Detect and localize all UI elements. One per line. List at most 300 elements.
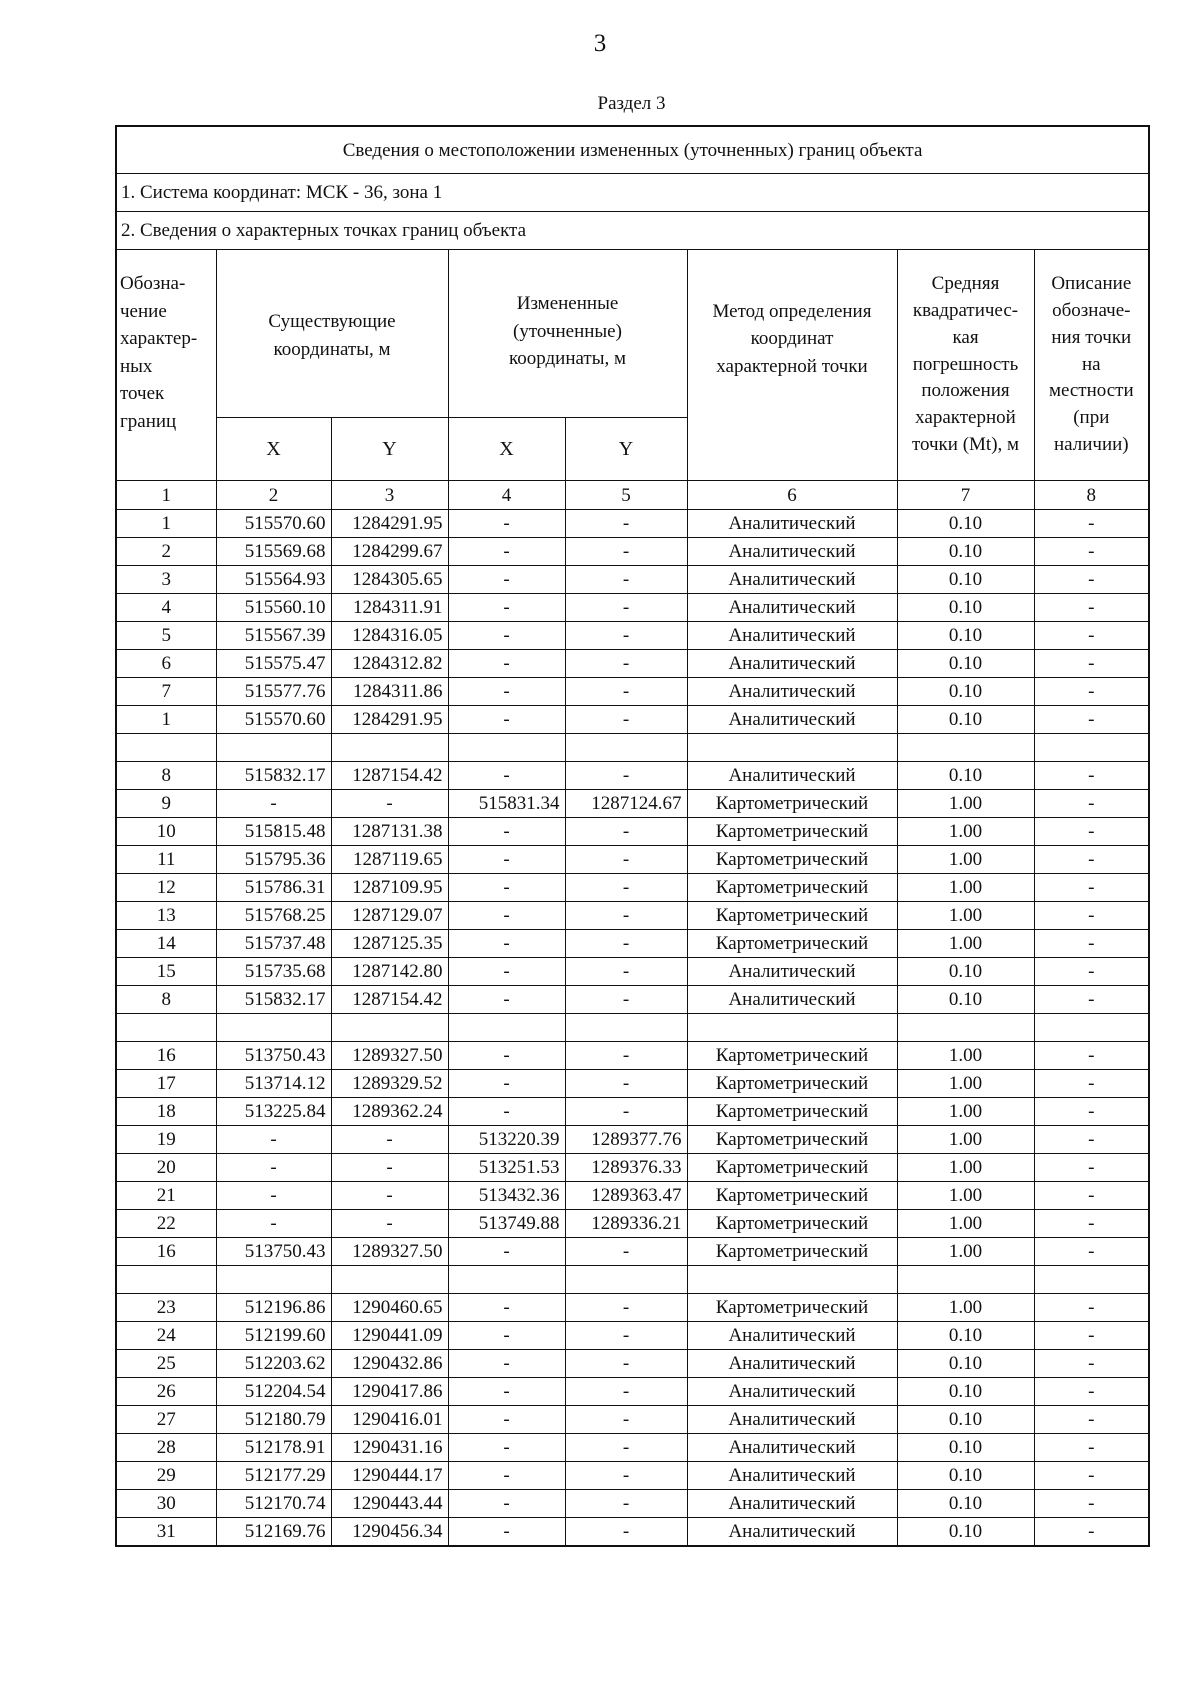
cell-existing-x: 515575.47 <box>216 650 331 678</box>
cell-description: - <box>1034 1126 1149 1154</box>
cell-changed-y: - <box>565 902 687 930</box>
table-row <box>116 1350 1149 1378</box>
cell-point-id: 9 <box>116 790 216 818</box>
cell-existing-y: 1287109.95 <box>331 874 448 902</box>
cell-mean-error: 1.00 <box>897 1070 1034 1098</box>
cell-mean-error: 1.00 <box>897 874 1034 902</box>
cell-existing-y: 1290444.17 <box>331 1462 448 1490</box>
cell-existing-y: 1284311.91 <box>331 594 448 622</box>
table-row <box>116 874 1149 902</box>
cell-point-id: 8 <box>116 986 216 1014</box>
cell-method: Аналитический <box>687 1462 897 1490</box>
cell-existing-y: - <box>331 1182 448 1210</box>
table-row <box>116 1070 1149 1098</box>
cell-existing-x: 515795.36 <box>216 846 331 874</box>
cell-method: Картометрический <box>687 1154 897 1182</box>
table-row <box>116 1434 1149 1462</box>
cell-existing-x <box>216 1014 331 1042</box>
cell-description: - <box>1034 1350 1149 1378</box>
cell-changed-x: - <box>448 1462 565 1490</box>
cell-existing-y: 1290417.86 <box>331 1378 448 1406</box>
cell-method: Аналитический <box>687 1322 897 1350</box>
header-method: Метод определения координат характерной точки <box>687 250 897 481</box>
cell-changed-y: - <box>565 1518 687 1547</box>
column-number: 2 <box>216 481 331 510</box>
cell-method: Аналитический <box>687 1518 897 1547</box>
cell-point-id: 10 <box>116 818 216 846</box>
cell-changed-x: - <box>448 622 565 650</box>
table-row <box>116 1462 1149 1490</box>
cell-changed-x: - <box>448 874 565 902</box>
cell-mean-error <box>897 1266 1034 1294</box>
cell-description: - <box>1034 1098 1149 1126</box>
cell-changed-x: - <box>448 930 565 958</box>
cell-existing-y: 1290456.34 <box>331 1518 448 1547</box>
cell-description: - <box>1034 538 1149 566</box>
cell-existing-y: 1290441.09 <box>331 1322 448 1350</box>
cell-changed-y: - <box>565 538 687 566</box>
cell-mean-error: 1.00 <box>897 1294 1034 1322</box>
table-row <box>116 538 1149 566</box>
cell-existing-y: 1287129.07 <box>331 902 448 930</box>
cell-mean-error: 0.10 <box>897 1350 1034 1378</box>
cell-changed-x: - <box>448 678 565 706</box>
cell-description <box>1034 734 1149 762</box>
cell-mean-error: 1.00 <box>897 1154 1034 1182</box>
cell-changed-x: - <box>448 1406 565 1434</box>
table-row <box>116 1182 1149 1210</box>
cell-mean-error: 1.00 <box>897 1098 1034 1126</box>
cell-changed-y: - <box>565 622 687 650</box>
cell-point-id <box>116 1014 216 1042</box>
cell-changed-y: - <box>565 1098 687 1126</box>
cell-point-id: 2 <box>116 538 216 566</box>
cell-existing-y: 1289362.24 <box>331 1098 448 1126</box>
cell-existing-y <box>331 1014 448 1042</box>
cell-description: - <box>1034 1238 1149 1266</box>
cell-description: - <box>1034 790 1149 818</box>
table-row <box>116 1210 1149 1238</box>
cell-existing-x <box>216 1266 331 1294</box>
cell-point-id: 3 <box>116 566 216 594</box>
cell-changed-y: - <box>565 1350 687 1378</box>
cell-existing-y: 1289329.52 <box>331 1070 448 1098</box>
table-row <box>116 1322 1149 1350</box>
table-row <box>116 566 1149 594</box>
cell-point-id: 6 <box>116 650 216 678</box>
table-row <box>116 650 1149 678</box>
cell-method: Аналитический <box>687 706 897 734</box>
cell-method: Картометрический <box>687 1182 897 1210</box>
cell-method: Аналитический <box>687 650 897 678</box>
cell-mean-error: 0.10 <box>897 566 1034 594</box>
column-number: 8 <box>1034 481 1149 510</box>
cell-description <box>1034 1266 1149 1294</box>
cell-mean-error: 0.10 <box>897 1462 1034 1490</box>
cell-changed-x: - <box>448 846 565 874</box>
cell-description: - <box>1034 1462 1149 1490</box>
header-description: Описание обозначе- ния точки на местности (при наличии) <box>1034 250 1149 481</box>
cell-changed-y: 1289377.76 <box>565 1126 687 1154</box>
cell-existing-y: - <box>331 790 448 818</box>
cell-existing-x: 515786.31 <box>216 874 331 902</box>
column-number: 7 <box>897 481 1034 510</box>
table-row <box>116 930 1149 958</box>
cell-changed-y <box>565 1014 687 1042</box>
cell-mean-error: 1.00 <box>897 930 1034 958</box>
cell-existing-x: 515577.76 <box>216 678 331 706</box>
cell-changed-x: - <box>448 1294 565 1322</box>
cell-changed-x: 513749.88 <box>448 1210 565 1238</box>
cell-mean-error: 0.10 <box>897 1490 1034 1518</box>
header-changed-coordinates: Измененные (уточненные) координаты, м <box>448 250 687 418</box>
cell-mean-error: 0.10 <box>897 1378 1034 1406</box>
cell-mean-error: 1.00 <box>897 1042 1034 1070</box>
cell-description: - <box>1034 874 1149 902</box>
cell-method: Картометрический <box>687 1042 897 1070</box>
cell-existing-x: 512199.60 <box>216 1322 331 1350</box>
table-row <box>116 1098 1149 1126</box>
cell-existing-x: 515735.68 <box>216 958 331 986</box>
cell-description: - <box>1034 846 1149 874</box>
cell-mean-error: 1.00 <box>897 1126 1034 1154</box>
cell-mean-error: 1.00 <box>897 818 1034 846</box>
cell-point-id: 22 <box>116 1210 216 1238</box>
cell-changed-y: - <box>565 706 687 734</box>
table-row <box>116 1266 1149 1294</box>
boundary-points-table <box>115 125 1150 1547</box>
cell-mean-error: 0.10 <box>897 958 1034 986</box>
cell-changed-x: - <box>448 1238 565 1266</box>
cell-existing-y: 1284291.95 <box>331 510 448 538</box>
cell-method: Картометрический <box>687 1098 897 1126</box>
cell-mean-error: 0.10 <box>897 1322 1034 1350</box>
table-row <box>116 678 1149 706</box>
cell-method: Аналитический <box>687 594 897 622</box>
cell-changed-x: - <box>448 650 565 678</box>
cell-existing-y: - <box>331 1210 448 1238</box>
cell-changed-y: - <box>565 1490 687 1518</box>
cell-point-id: 27 <box>116 1406 216 1434</box>
cell-changed-y <box>565 1266 687 1294</box>
cell-existing-x: 515569.68 <box>216 538 331 566</box>
table-row <box>116 734 1149 762</box>
cell-existing-x: - <box>216 1126 331 1154</box>
cell-changed-x: - <box>448 1490 565 1518</box>
cell-changed-x: - <box>448 1070 565 1098</box>
cell-point-id: 25 <box>116 1350 216 1378</box>
cell-existing-y: - <box>331 1126 448 1154</box>
cell-changed-y: - <box>565 1462 687 1490</box>
cell-method: Аналитический <box>687 986 897 1014</box>
cell-changed-y: - <box>565 1322 687 1350</box>
cell-mean-error: 1.00 <box>897 790 1034 818</box>
cell-existing-y: 1290431.16 <box>331 1434 448 1462</box>
cell-method: Аналитический <box>687 622 897 650</box>
cell-point-id: 24 <box>116 1322 216 1350</box>
cell-description: - <box>1034 1490 1149 1518</box>
cell-changed-y: - <box>565 958 687 986</box>
cell-description: - <box>1034 1518 1149 1547</box>
cell-point-id: 18 <box>116 1098 216 1126</box>
cell-changed-y: - <box>565 930 687 958</box>
table-row <box>116 622 1149 650</box>
cell-description: - <box>1034 1294 1149 1322</box>
cell-mean-error: 1.00 <box>897 1238 1034 1266</box>
cell-method <box>687 1014 897 1042</box>
cell-changed-y: - <box>565 510 687 538</box>
cell-mean-error: 0.10 <box>897 538 1034 566</box>
cell-mean-error: 0.10 <box>897 762 1034 790</box>
cell-changed-x: - <box>448 510 565 538</box>
table-row <box>116 1406 1149 1434</box>
column-number: 5 <box>565 481 687 510</box>
cell-existing-y: 1290460.65 <box>331 1294 448 1322</box>
table-row <box>116 1042 1149 1070</box>
cell-mean-error: 0.10 <box>897 1406 1034 1434</box>
cell-changed-x: - <box>448 1042 565 1070</box>
cell-changed-x: - <box>448 566 565 594</box>
cell-changed-y: - <box>565 1434 687 1462</box>
cell-changed-x: - <box>448 762 565 790</box>
cell-description: - <box>1034 650 1149 678</box>
table-row <box>116 706 1149 734</box>
cell-existing-x: 512170.74 <box>216 1490 331 1518</box>
cell-point-id: 19 <box>116 1126 216 1154</box>
header-changed-y: Y <box>565 418 687 481</box>
cell-method: Аналитический <box>687 762 897 790</box>
table-row <box>116 1518 1149 1547</box>
table-row <box>116 762 1149 790</box>
points-header: 2. Сведения о характерных точках границ объекта <box>116 212 1149 250</box>
column-number: 1 <box>116 481 216 510</box>
table-row <box>116 1126 1149 1154</box>
cell-existing-x: 512169.76 <box>216 1518 331 1547</box>
cell-existing-y: - <box>331 1154 448 1182</box>
cell-changed-y: - <box>565 1406 687 1434</box>
cell-existing-y: 1290432.86 <box>331 1350 448 1378</box>
cell-changed-y: - <box>565 1042 687 1070</box>
cell-point-id: 12 <box>116 874 216 902</box>
section-title: Раздел 3 <box>597 93 666 114</box>
cell-mean-error: 1.00 <box>897 902 1034 930</box>
table-row <box>116 1154 1149 1182</box>
cell-existing-y: 1287131.38 <box>331 818 448 846</box>
cell-changed-y: - <box>565 1378 687 1406</box>
cell-point-id: 26 <box>116 1378 216 1406</box>
cell-method: Аналитический <box>687 510 897 538</box>
cell-point-id: 31 <box>116 1518 216 1547</box>
cell-description: - <box>1034 594 1149 622</box>
cell-method: Картометрический <box>687 1126 897 1154</box>
page-number: 3 <box>593 30 607 57</box>
cell-changed-x: 513251.53 <box>448 1154 565 1182</box>
cell-existing-y <box>331 734 448 762</box>
table-row <box>116 510 1149 538</box>
cell-method: Аналитический <box>687 1378 897 1406</box>
cell-point-id: 15 <box>116 958 216 986</box>
cell-method: Картометрический <box>687 1238 897 1266</box>
cell-method: Аналитический <box>687 1434 897 1462</box>
cell-description: - <box>1034 1322 1149 1350</box>
cell-changed-y: - <box>565 566 687 594</box>
cell-method: Картометрический <box>687 818 897 846</box>
cell-description: - <box>1034 1042 1149 1070</box>
cell-description: - <box>1034 818 1149 846</box>
cell-existing-y <box>331 1266 448 1294</box>
cell-changed-y: - <box>565 650 687 678</box>
cell-method: Картометрический <box>687 846 897 874</box>
cell-existing-y: 1290443.44 <box>331 1490 448 1518</box>
cell-changed-x <box>448 1266 565 1294</box>
cell-mean-error: 0.10 <box>897 986 1034 1014</box>
cell-changed-x: - <box>448 1322 565 1350</box>
cell-existing-x: 512178.91 <box>216 1434 331 1462</box>
table-row <box>116 594 1149 622</box>
cell-changed-x <box>448 1014 565 1042</box>
cell-existing-y: 1287154.42 <box>331 986 448 1014</box>
cell-mean-error: 0.10 <box>897 706 1034 734</box>
cell-method: Аналитический <box>687 1490 897 1518</box>
cell-existing-y: 1287142.80 <box>331 958 448 986</box>
cell-point-id: 13 <box>116 902 216 930</box>
cell-existing-y: 1284291.95 <box>331 706 448 734</box>
cell-changed-y: - <box>565 1238 687 1266</box>
cell-changed-y: - <box>565 986 687 1014</box>
cell-description: - <box>1034 678 1149 706</box>
cell-changed-x: - <box>448 1434 565 1462</box>
cell-existing-x: 515570.60 <box>216 510 331 538</box>
cell-existing-x: 513225.84 <box>216 1098 331 1126</box>
cell-method: Картометрический <box>687 874 897 902</box>
cell-method: Картометрический <box>687 1070 897 1098</box>
cell-changed-x: - <box>448 1378 565 1406</box>
cell-changed-x: - <box>448 1098 565 1126</box>
cell-changed-y: 1289363.47 <box>565 1182 687 1210</box>
cell-changed-y: - <box>565 678 687 706</box>
cell-point-id: 21 <box>116 1182 216 1210</box>
cell-mean-error: 0.10 <box>897 678 1034 706</box>
cell-mean-error: 0.10 <box>897 594 1034 622</box>
cell-existing-x: 515768.25 <box>216 902 331 930</box>
cell-description: - <box>1034 1434 1149 1462</box>
cell-existing-y: 1287119.65 <box>331 846 448 874</box>
cell-point-id <box>116 1266 216 1294</box>
cell-changed-x: - <box>448 818 565 846</box>
cell-changed-y: 1289376.33 <box>565 1154 687 1182</box>
cell-existing-x: 513750.43 <box>216 1238 331 1266</box>
cell-method <box>687 734 897 762</box>
cell-method: Аналитический <box>687 566 897 594</box>
cell-mean-error: 0.10 <box>897 1434 1034 1462</box>
cell-description: - <box>1034 1378 1149 1406</box>
cell-changed-y: - <box>565 874 687 902</box>
cell-existing-x: - <box>216 1154 331 1182</box>
cell-existing-y: 1284305.65 <box>331 566 448 594</box>
table-row <box>116 986 1149 1014</box>
cell-description: - <box>1034 1070 1149 1098</box>
cell-existing-x: 512177.29 <box>216 1462 331 1490</box>
cell-changed-x: 513432.36 <box>448 1182 565 1210</box>
cell-existing-y: 1284316.05 <box>331 622 448 650</box>
column-number: 6 <box>687 481 897 510</box>
cell-existing-x: 513750.43 <box>216 1042 331 1070</box>
cell-mean-error: 0.10 <box>897 622 1034 650</box>
cell-changed-y: - <box>565 846 687 874</box>
cell-existing-y: 1290416.01 <box>331 1406 448 1434</box>
cell-existing-x: 515737.48 <box>216 930 331 958</box>
cell-description: - <box>1034 510 1149 538</box>
table-row <box>116 958 1149 986</box>
cell-existing-x: 512196.86 <box>216 1294 331 1322</box>
cell-description: - <box>1034 902 1149 930</box>
cell-point-id <box>116 734 216 762</box>
cell-existing-x: 515832.17 <box>216 986 331 1014</box>
cell-point-id: 30 <box>116 1490 216 1518</box>
cell-mean-error: 1.00 <box>897 1210 1034 1238</box>
cell-description: - <box>1034 958 1149 986</box>
cell-existing-x: 515832.17 <box>216 762 331 790</box>
cell-point-id: 14 <box>116 930 216 958</box>
cell-existing-x: - <box>216 1210 331 1238</box>
cell-method: Картометрический <box>687 1294 897 1322</box>
cell-method: Аналитический <box>687 678 897 706</box>
cell-description: - <box>1034 930 1149 958</box>
cell-changed-y: - <box>565 1294 687 1322</box>
cell-changed-y <box>565 734 687 762</box>
cell-existing-x: - <box>216 1182 331 1210</box>
cell-existing-x: 512204.54 <box>216 1378 331 1406</box>
header-existing-y: Y <box>331 418 448 481</box>
cell-point-id: 29 <box>116 1462 216 1490</box>
cell-description: - <box>1034 986 1149 1014</box>
table-row <box>116 818 1149 846</box>
table-row <box>116 1378 1149 1406</box>
table-title: Сведения о местоположении измененных (уточненных) границ объекта <box>116 126 1149 174</box>
cell-mean-error: 1.00 <box>897 1182 1034 1210</box>
cell-point-id: 7 <box>116 678 216 706</box>
cell-point-id: 4 <box>116 594 216 622</box>
cell-description: - <box>1034 1406 1149 1434</box>
cell-existing-x: 512203.62 <box>216 1350 331 1378</box>
cell-point-id: 17 <box>116 1070 216 1098</box>
cell-point-id: 20 <box>116 1154 216 1182</box>
cell-existing-x: 515815.48 <box>216 818 331 846</box>
cell-point-id: 5 <box>116 622 216 650</box>
cell-changed-y: - <box>565 1070 687 1098</box>
cell-existing-x: 515564.93 <box>216 566 331 594</box>
cell-method: Аналитический <box>687 1350 897 1378</box>
cell-description: - <box>1034 762 1149 790</box>
cell-mean-error: 1.00 <box>897 846 1034 874</box>
cell-changed-x: - <box>448 706 565 734</box>
table-row <box>116 846 1149 874</box>
cell-point-id: 16 <box>116 1238 216 1266</box>
header-existing-x: X <box>216 418 331 481</box>
cell-method: Аналитический <box>687 958 897 986</box>
cell-method: Картометрический <box>687 1210 897 1238</box>
header-existing-coordinates: Существующие координаты, м <box>216 250 448 418</box>
cell-description: - <box>1034 1210 1149 1238</box>
cell-description <box>1034 1014 1149 1042</box>
cell-changed-x: - <box>448 958 565 986</box>
cell-method: Картометрический <box>687 902 897 930</box>
cell-existing-x: 515570.60 <box>216 706 331 734</box>
cell-point-id: 1 <box>116 706 216 734</box>
cell-existing-y: 1284311.86 <box>331 678 448 706</box>
cell-method <box>687 1266 897 1294</box>
cell-existing-x: - <box>216 790 331 818</box>
